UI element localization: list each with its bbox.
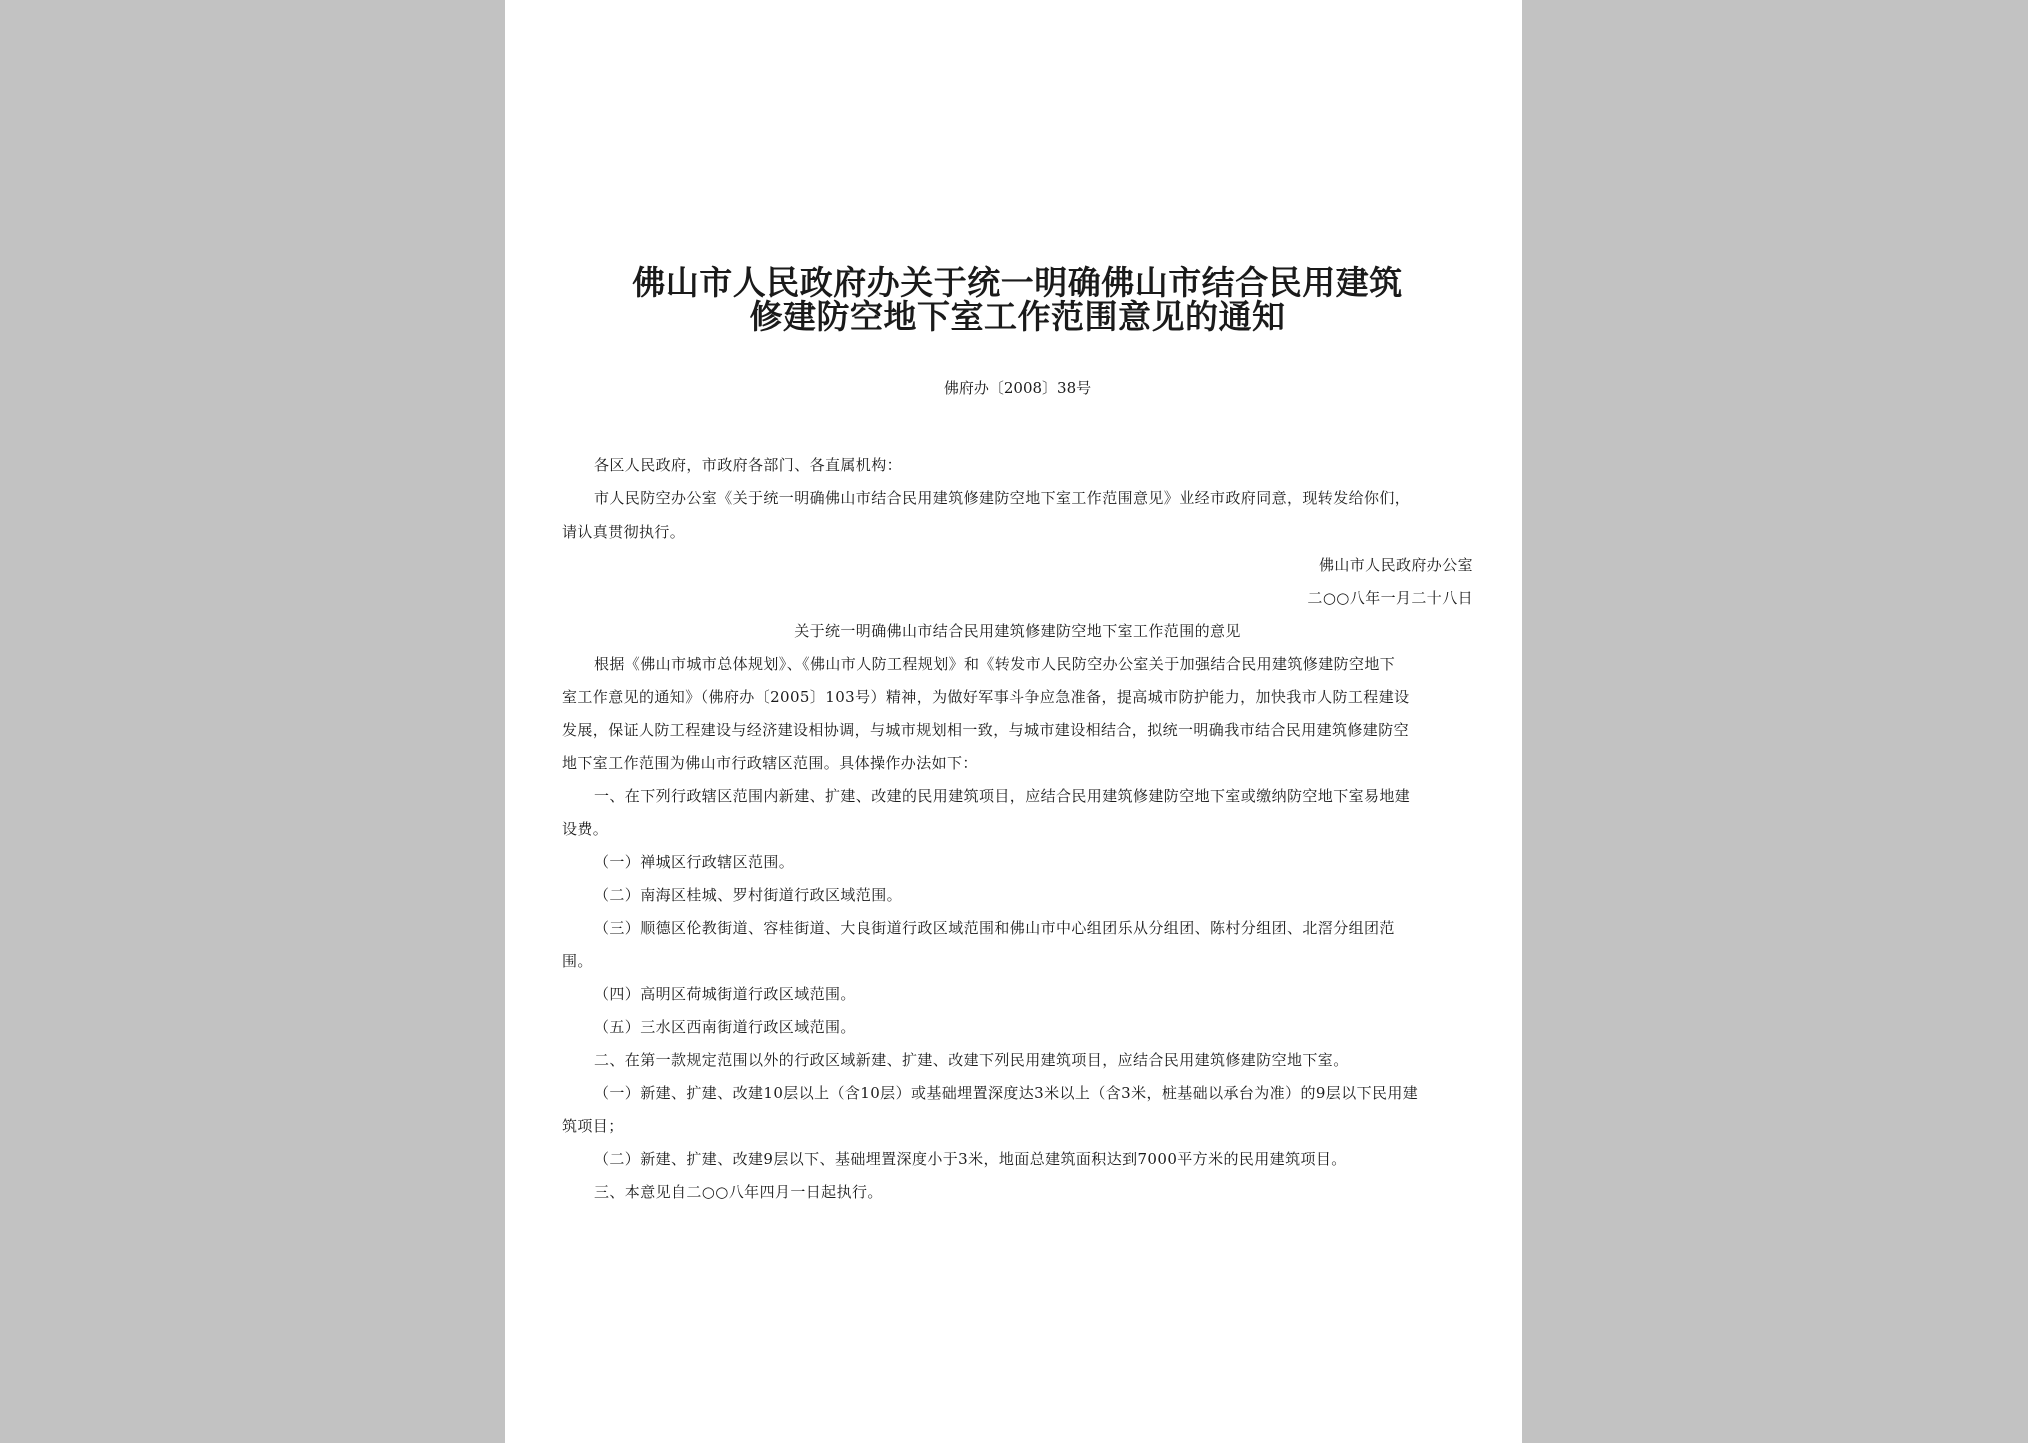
body-line: 二、在第一款规定范围以外的行政区域新建、扩建、改建下列民用建筑项目，应结合民用建筑修建防空地下室。 (594, 1051, 1349, 1069)
attachment-title: 关于统一明确佛山市结合民用建筑修建防空地下室工作范围的意见 (794, 622, 1241, 640)
list-item: （五）三水区西南街道行政区域范围。 (594, 1018, 856, 1036)
document-number: 佛府办〔2008〕38号 (943, 379, 1092, 397)
body-line: 发展，保证人防工程建设与经济建设相协调，与城市规划相一致，与城市建设相结合，拟统一明确我市结合民用建筑修建防空 (562, 721, 1410, 739)
body-line: 一、在下列行政辖区范围内新建、扩建、改建的民用建筑项目，应结合民用建筑修建防空地下室或缴纳防空地下室易地建 (594, 787, 1411, 805)
body-line: 围。 (562, 952, 593, 970)
salutation: 各区人民政府，市政府各部门、各直属机构： (594, 456, 903, 474)
body-line: 地下室工作范围为佛山市行政辖区范围。具体操作办法如下： (562, 754, 978, 772)
body-line: 根据《佛山市城市总体规划》、《佛山市人防工程规划》和《转发市人民防空办公室关于加强结合民用建筑修建防空地下 (594, 655, 1396, 673)
body-line: 请认真贯彻执行。 (562, 523, 686, 541)
list-item: （四）高明区荷城街道行政区域范围。 (594, 985, 856, 1003)
document-page (505, 0, 1522, 1443)
body-line: 筑项目； (562, 1117, 624, 1135)
list-item: （二）新建、扩建、改建9层以下、基础埋置深度小于3米，地面总建筑面积达到7000平方米的民用建筑项目。 (594, 1150, 1347, 1168)
issuer-name: 佛山市人民政府办公室 (1318, 556, 1473, 574)
body-line: 三、本意见自二○○八年四月一日起执行。 (594, 1183, 883, 1201)
list-item: （一）禅城区行政辖区范围。 (594, 853, 795, 871)
list-item: （三）顺德区伦教街道、容桂街道、大良街道行政区域范围和佛山市中心组团乐从分组团、陈村分组团、北滘分组团范 (594, 919, 1395, 937)
body-line: 市人民防空办公室《关于统一明确佛山市结合民用建筑修建防空地下室工作范围意见》业经市政府同意，现转发给你们， (594, 489, 1411, 507)
list-item: （二）南海区桂城、罗村街道行政区域范围。 (594, 886, 903, 904)
body-line: 设费。 (562, 820, 609, 838)
issue-date: 二○○八年一月二十八日 (1307, 589, 1473, 607)
body-line: 室工作意见的通知》（佛府办〔2005〕103号）精神，为做好军事斗争应急准备，提高城市防护能力，加快我市人防工程建设 (562, 688, 1410, 706)
list-item: （一）新建、扩建、改建10层以上（含10层）或基础埋置深度达3米以上（含3米，桩基础以承台为准）的9层以下民用建 (594, 1084, 1419, 1102)
document-title-line-2: 修建防空地下室工作范围意见的通知 (749, 297, 1286, 336)
document-title-line-1: 佛山市人民政府办关于统一明确佛山市结合民用建筑 (632, 263, 1403, 302)
